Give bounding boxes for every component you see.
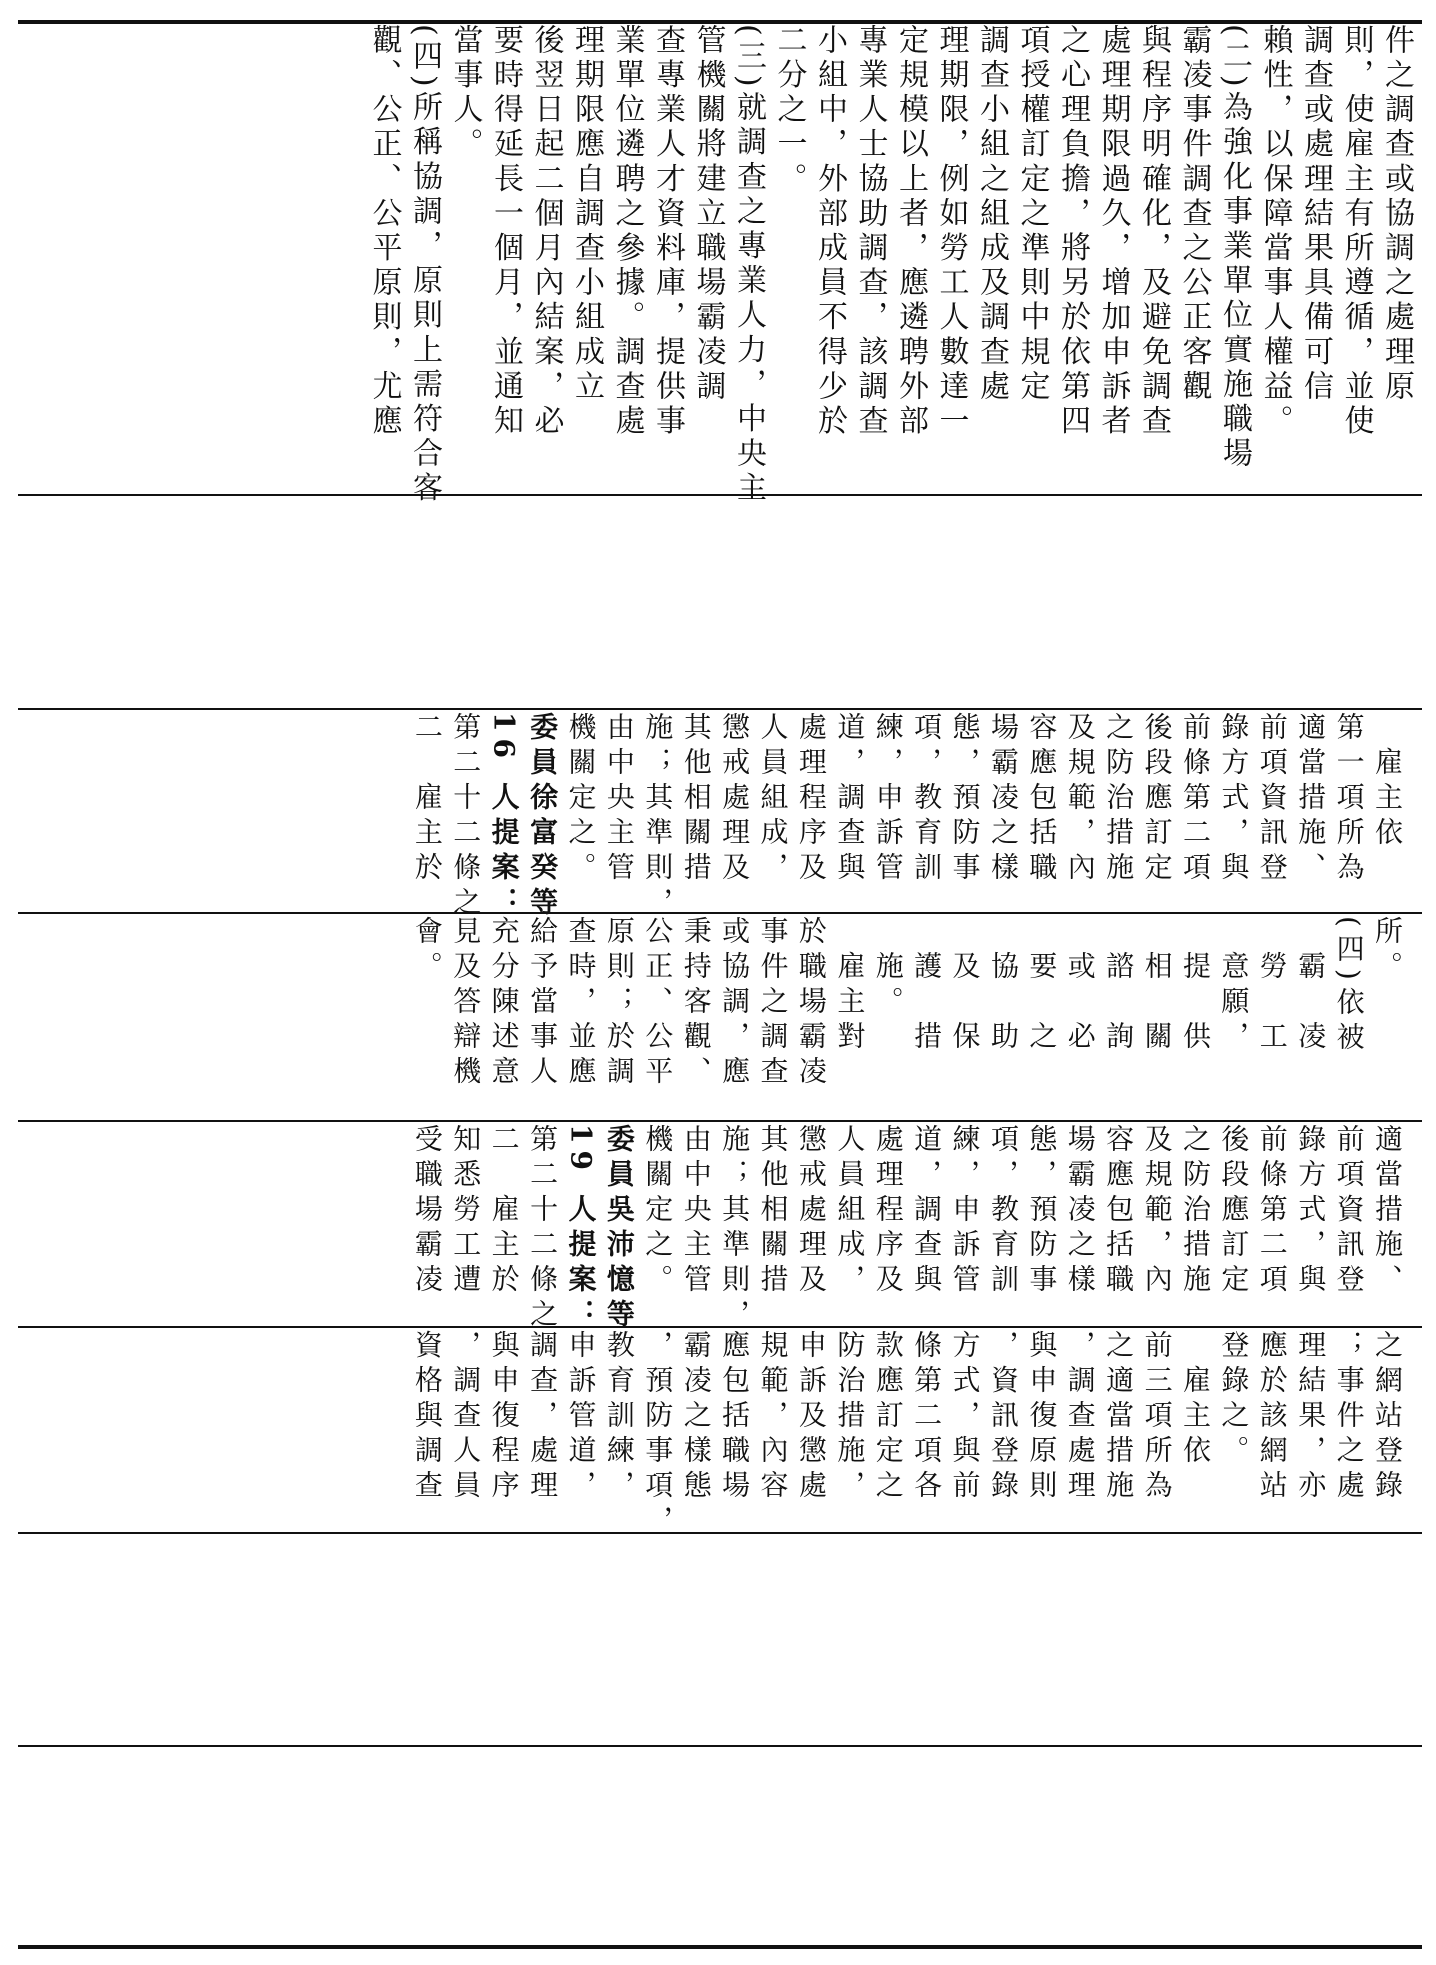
explanation-line: 定規模以上者，應遴聘外部 <box>893 24 928 440</box>
column-b-line: 意願， <box>1217 916 1251 1056</box>
explanation-line: 件之調查或協調之處理原 <box>1379 24 1414 405</box>
column-d-line: 應包括職場 <box>718 1330 752 1505</box>
column-a-line: 錄方式，與 <box>1217 712 1251 887</box>
column-b-line: 公正、公平 <box>641 916 675 1091</box>
column-d-line: ；事件之處 <box>1332 1330 1366 1505</box>
column-b-line: 所。 <box>1371 916 1404 986</box>
column-c-line: 場霸凌之樣 <box>1063 1124 1097 1299</box>
column-d-line: ，調查處理 <box>1063 1330 1097 1505</box>
explanation-line: 要時得延長一個月，並通知 <box>488 24 523 440</box>
column-c-line: 錄方式，與 <box>1294 1124 1328 1299</box>
column-d-line: 登錄之。 <box>1217 1330 1251 1470</box>
column-c-line: 委員吳沛憶等 <box>602 1124 636 1334</box>
law-text-column-a <box>26 712 1406 922</box>
explanation-line: 二分之一。 <box>771 24 807 197</box>
column-d-line: 之網站登錄 <box>1371 1330 1404 1505</box>
explanation-line: 項授權訂定之準則中規定 <box>1014 24 1050 405</box>
bottom-rule <box>18 1945 1422 1949</box>
column-a-line: 練，申訴管 <box>871 712 905 887</box>
column-a-line: 容應包括職 <box>1025 712 1059 887</box>
column-d-line: 雇主依 <box>1178 1330 1212 1470</box>
column-b-line: 諮 詢 <box>1102 916 1136 1056</box>
rule-empty-block-bottom <box>18 1745 1422 1747</box>
column-c-line: 其他相關措 <box>756 1124 790 1299</box>
column-d-line: 理結果，亦 <box>1294 1330 1328 1505</box>
column-a-line: 施；其準則， <box>641 712 675 922</box>
column-a-line: 由中央主管 <box>602 712 636 887</box>
column-a-line: 機關定之。 <box>564 712 598 887</box>
column-b-line: 會。 <box>410 916 444 986</box>
column-b-line: 原則；於調 <box>602 916 636 1091</box>
column-d-line: 資格與調查 <box>410 1330 444 1505</box>
rule-right-block-bottom <box>18 494 1422 496</box>
column-c-line: 知悉勞工遭 <box>449 1124 483 1299</box>
explanation-line: 查專業人才資料庫，提供事 <box>650 24 685 440</box>
column-d-line: 霸凌之樣態 <box>679 1330 713 1505</box>
explanation-line: (四)所稱協調，原則上需符合客 <box>407 24 442 507</box>
column-d-line: 方式，與前 <box>948 1330 982 1505</box>
column-a-line: 後段應訂定 <box>1140 712 1174 887</box>
column-a-line: 態，預防事 <box>948 712 982 887</box>
column-b-line: 雇主對 <box>833 916 867 1056</box>
column-b-line: 充分陳述意 <box>487 916 521 1091</box>
column-c-line: 態，預防事 <box>1025 1124 1059 1299</box>
column-c-line: 施；其準則， <box>718 1124 752 1334</box>
column-a-line: 懲戒處理及 <box>718 712 752 887</box>
explanation-line: 之心理負擔，將另於依第四 <box>1055 24 1090 440</box>
column-d-line: 與申復程序 <box>487 1330 521 1505</box>
explanation-line: 理期限應自調查小組成立 <box>569 24 604 405</box>
column-b-line: 勞 工 <box>1255 916 1289 1056</box>
column-b-line: 要 之 <box>1025 916 1059 1056</box>
explanation-line: (三)就調查之專業人力，中央主 <box>731 24 766 507</box>
column-a-line: 道，調查與 <box>833 712 867 887</box>
explanation-line: 調查或處理結果具備可信 <box>1298 24 1333 405</box>
column-a-line: 適當措施、 <box>1294 712 1328 887</box>
column-b-line: 霸 凌 <box>1294 916 1328 1056</box>
explanation-line: 觀、公正、公平原則，尤應 <box>366 24 402 440</box>
column-b-line: 於職場霸凌 <box>794 916 828 1091</box>
explanation-line: 賴性，以保障當事人權益。 <box>1257 24 1293 440</box>
column-b-line: 查時，並應 <box>564 916 598 1091</box>
column-d-line: 防治措施， <box>833 1330 867 1505</box>
explanation-line: 當事人。 <box>447 24 483 163</box>
column-d-line: 調查，處理 <box>526 1330 560 1505</box>
column-b-line: 護 措 <box>910 916 944 1056</box>
column-b-line: 給予當事人 <box>526 916 560 1091</box>
rule-middle-block-bottom <box>18 1532 1422 1534</box>
column-d-line: 應於該網站 <box>1255 1330 1289 1505</box>
column-a-line: 處理程序及 <box>794 712 828 887</box>
column-c-line: 19 人提案： <box>564 1124 598 1334</box>
column-c-line: 懲戒處理及 <box>794 1124 828 1299</box>
column-a-line: 第一項所為 <box>1332 712 1366 887</box>
rule-c-top <box>18 1120 1422 1122</box>
explanation-text-block <box>316 24 1416 507</box>
column-b-line: 協 助 <box>986 916 1020 1056</box>
column-a-line: 場霸凌之樣 <box>986 712 1020 887</box>
column-b-line: 提 供 <box>1178 916 1212 1056</box>
column-a-line: 二 雇主於 <box>410 712 444 887</box>
explanation-line: 調查小組之組成及調查處 <box>974 24 1009 405</box>
column-c-line: 道，調查與 <box>910 1124 944 1299</box>
column-a-line: 16 人提案： <box>487 712 521 922</box>
explanation-line: 專業人士協助調查，該調查 <box>852 24 888 440</box>
explanation-line: 業單位遴聘之參據。調查處 <box>609 24 645 440</box>
explanation-line: 與程序明確化，及避免調查 <box>1136 24 1171 440</box>
column-b-line: 施。 <box>871 916 905 1021</box>
column-d-line: 規範，內容 <box>756 1330 790 1505</box>
column-c-line: 人員組成， <box>833 1124 867 1299</box>
explanation-line: 理期限，例如勞工人數達一 <box>933 24 969 440</box>
explanation-line: 則，使雇主有所遵循，並使 <box>1338 24 1374 440</box>
column-a-line: 項，教育訓 <box>910 712 944 887</box>
column-c-line: 及規範，內 <box>1140 1124 1174 1299</box>
rule-middle-block-top <box>18 708 1422 710</box>
column-b-line: (四)依被 <box>1332 916 1366 1057</box>
column-d-line: 教育訓練， <box>602 1330 636 1505</box>
column-c-line: 前項資訊登 <box>1332 1124 1366 1299</box>
explanation-line: 後翌日起二個月內結案，必 <box>528 24 564 440</box>
column-b-line: 或協調，應 <box>718 916 752 1091</box>
column-a-line: 及規範，內 <box>1063 712 1097 887</box>
column-d-line: ，預防事項， <box>641 1330 675 1540</box>
column-c-line: 項，教育訓 <box>986 1124 1020 1299</box>
column-c-line: 後段應訂定 <box>1217 1124 1251 1299</box>
column-b-line: 相 關 <box>1140 916 1174 1056</box>
column-d-line: 前三項所為 <box>1140 1330 1174 1505</box>
column-b-line: 及 保 <box>948 916 982 1056</box>
column-a-line: 人員組成， <box>756 712 790 887</box>
column-c-line: 容應包括職 <box>1102 1124 1136 1299</box>
column-d-line: ，調查人員 <box>449 1330 483 1505</box>
column-a-line: 第二十二條之 <box>449 712 483 922</box>
column-d-line: 條第二項各 <box>910 1330 944 1505</box>
law-text-column-d <box>26 1330 1406 1540</box>
column-d-line: ，資訊登錄 <box>986 1330 1020 1505</box>
column-c-line: 二 雇主於 <box>487 1124 521 1299</box>
column-b-line: 事件之調查 <box>756 916 790 1091</box>
column-c-line: 受職場霸凌 <box>410 1124 444 1299</box>
column-d-line: 申訴及懲處 <box>794 1330 828 1505</box>
column-c-line: 處理程序及 <box>871 1124 905 1299</box>
column-c-line: 之防治措施 <box>1178 1124 1212 1299</box>
explanation-line: 管機關將建立職場霸凌調 <box>690 24 726 405</box>
column-d-line: 與申復原則 <box>1025 1330 1059 1505</box>
explanation-line: 霸凌事件調查之公正客觀 <box>1176 24 1212 405</box>
explanation-line: (二)為強化事業單位實施職場 <box>1217 24 1252 472</box>
column-a-line: 其他相關措 <box>679 712 713 887</box>
law-text-column-b <box>26 916 1406 1116</box>
column-a-line: 委員徐富癸等 <box>526 712 560 922</box>
column-c-line: 練，申訴管 <box>948 1124 982 1299</box>
column-b-line: 秉持客觀、 <box>679 916 713 1091</box>
column-a-line: 前項資訊登 <box>1255 712 1289 887</box>
column-c-line: 第二十二條之 <box>526 1124 560 1334</box>
column-b-line: 見及答辯機 <box>449 916 483 1091</box>
column-a-line: 雇主依 <box>1371 712 1404 852</box>
column-c-line: 前條第二項 <box>1255 1124 1289 1299</box>
column-a-line: 之防治措施 <box>1102 712 1136 887</box>
column-c-line: 適當措施、 <box>1371 1124 1404 1299</box>
column-d-line: 之適當措施 <box>1102 1330 1136 1505</box>
column-c-line: 由中央主管 <box>679 1124 713 1299</box>
column-d-line: 款應訂定之 <box>871 1330 905 1505</box>
rule-b-top <box>18 912 1422 914</box>
column-d-line: 申訴管道， <box>564 1330 598 1505</box>
explanation-line: 處理期限過久，增加申訴者 <box>1095 24 1131 440</box>
column-a-line: 前條第二項 <box>1178 712 1212 887</box>
explanation-line: 小組中，外部成員不得少於 <box>812 24 847 440</box>
column-b-line: 或 必 <box>1063 916 1097 1056</box>
column-c-line: 機關定之。 <box>641 1124 675 1299</box>
law-text-column-c <box>26 1124 1406 1334</box>
